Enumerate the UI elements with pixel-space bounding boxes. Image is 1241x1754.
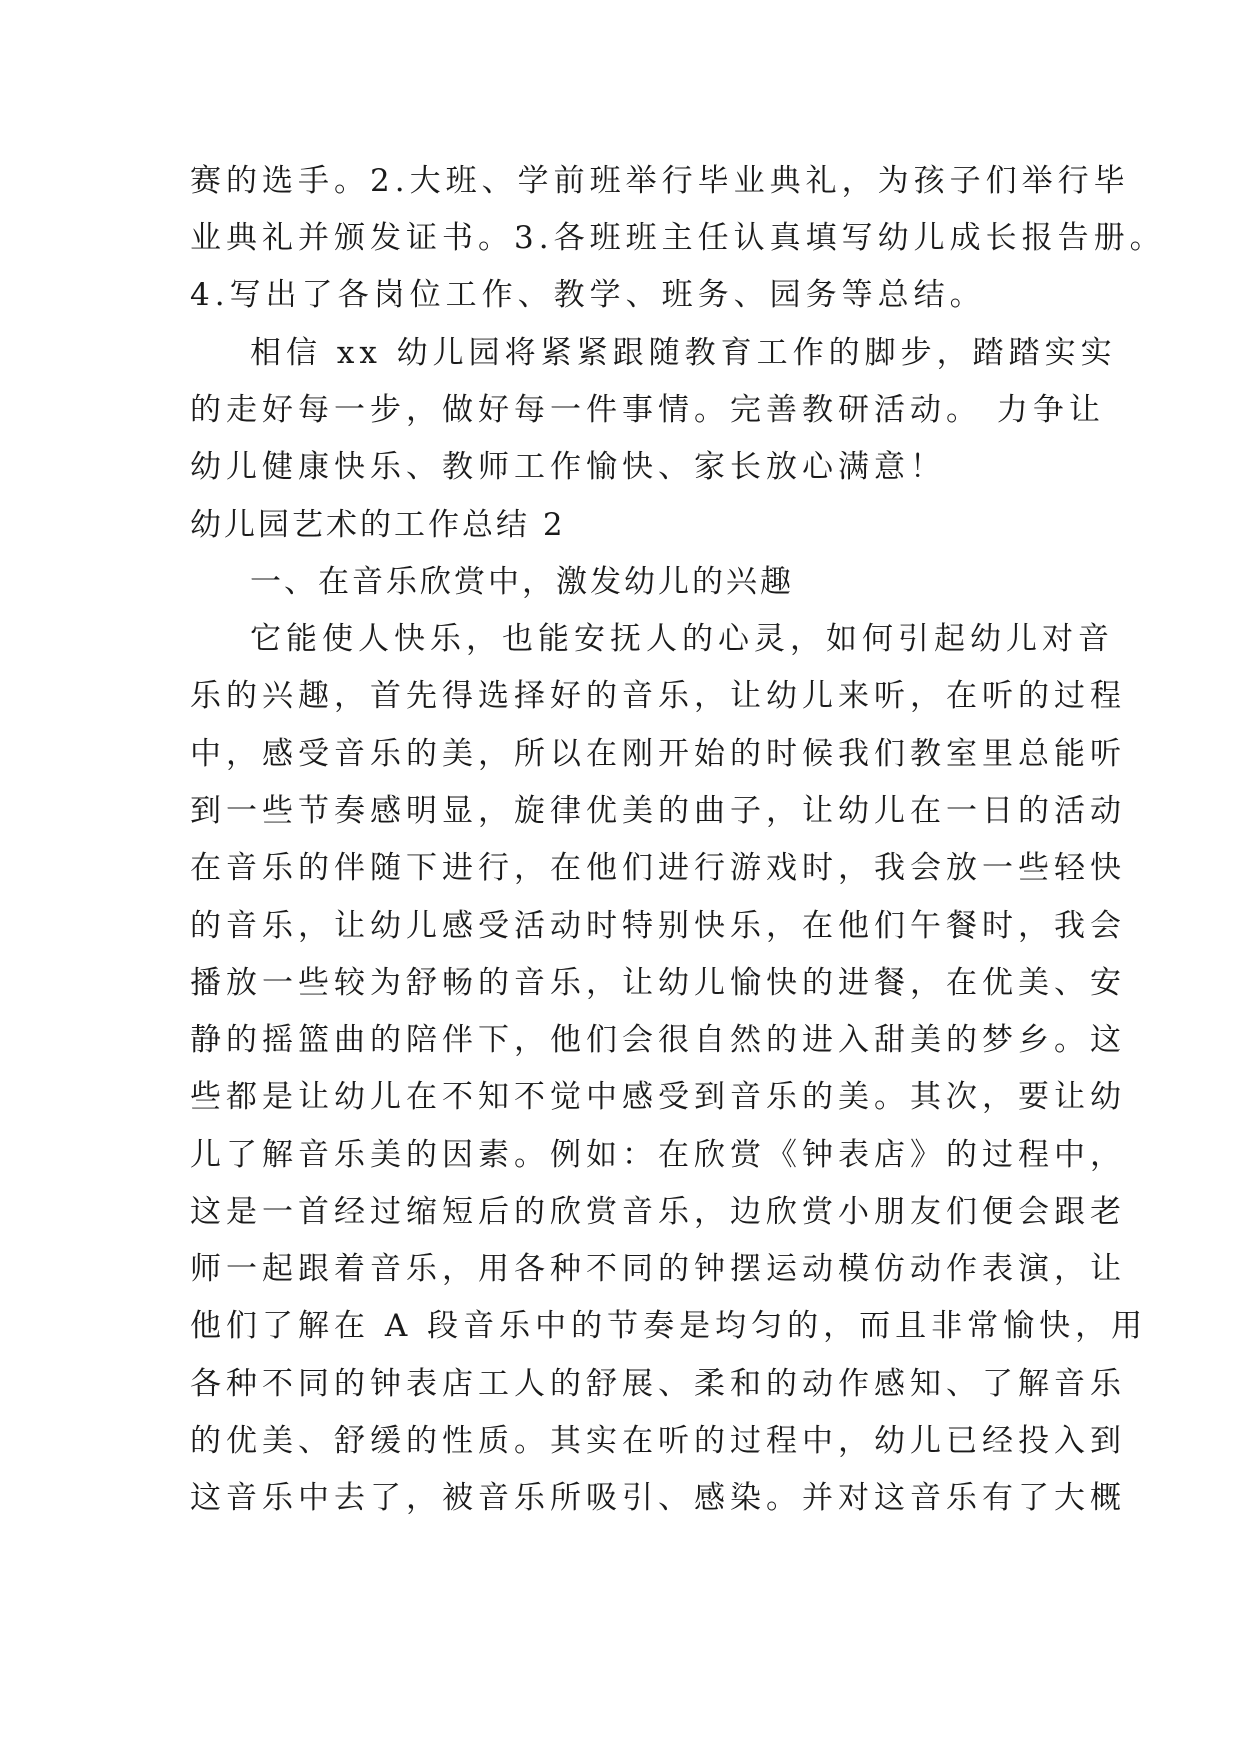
text-line: 播放一些较为舒畅的音乐，让幼儿愉快的进餐，在优美、安 bbox=[190, 965, 1126, 1001]
text-line: 各种不同的钟表店工人的舒展、柔和的动作感知、了解音乐 bbox=[190, 1366, 1126, 1402]
text-line: 赛的选手。2.大班、学前班举行毕业典礼，为孩子们举行毕 bbox=[190, 163, 1130, 199]
subsection-heading: 一、在音乐欣赏中，激发幼儿的兴趣 bbox=[250, 564, 794, 600]
text-line: 些都是让幼儿在不知不觉中感受到音乐的美。其次，要让幼 bbox=[190, 1079, 1126, 1115]
text-line: 幼儿健康快乐、教师工作愉快、家长放心满意！ bbox=[190, 449, 946, 485]
text-line: 师一起跟着音乐，用各种不同的钟摆运动模仿动作表演，让 bbox=[190, 1251, 1126, 1287]
text-line: 他们了解在 A 段音乐中的节奏是均匀的，而且非常愉快，用 bbox=[190, 1308, 1148, 1344]
text-line: 的音乐，让幼儿感受活动时特别快乐，在他们午餐时，我会 bbox=[190, 908, 1126, 944]
text-line: 中，感受音乐的美，所以在刚开始的时候我们教室里总能听 bbox=[190, 736, 1126, 772]
text-line: 这音乐中去了，被音乐所吸引、感染。并对这音乐有了大概 bbox=[190, 1480, 1126, 1516]
text-line: 在音乐的伴随下进行，在他们进行游戏时，我会放一些轻快 bbox=[190, 850, 1126, 886]
paragraph-first-line: 它能使人快乐，也能安抚人的心灵，如何引起幼儿对音 bbox=[250, 621, 1114, 657]
text-line: 儿了解音乐美的因素。例如：在欣赏《钟表店》的过程中， bbox=[190, 1137, 1126, 1173]
text-line: 乐的兴趣，首先得选择好的音乐，让幼儿来听，在听的过程 bbox=[190, 678, 1126, 714]
section-title: 幼儿园艺术的工作总结 2 bbox=[190, 507, 566, 543]
text-line: 的走好每一步，做好每一件事情。完善教研活动。 力争让 bbox=[190, 392, 1105, 428]
text-line: 4.写出了各岗位工作、教学、班务、园务等总结。 bbox=[190, 277, 986, 313]
text-line: 静的摇篮曲的陪伴下，他们会很自然的进入甜美的梦乡。这 bbox=[190, 1022, 1126, 1058]
text-line: 的优美、舒缓的性质。其实在听的过程中，幼儿已经投入到 bbox=[190, 1423, 1126, 1459]
text-line: 到一些节奏感明显，旋律优美的曲子，让幼儿在一日的活动 bbox=[190, 793, 1126, 829]
paragraph-first-line: 相信 xx 幼儿园将紧紧跟随教育工作的脚步，踏踏实实 bbox=[250, 335, 1117, 371]
text-line: 业典礼并颁发证书。3.各班班主任认真填写幼儿成长报告册。 bbox=[190, 220, 1166, 256]
text-line: 这是一首经过缩短后的欣赏音乐，边欣赏小朋友们便会跟老 bbox=[190, 1194, 1126, 1230]
